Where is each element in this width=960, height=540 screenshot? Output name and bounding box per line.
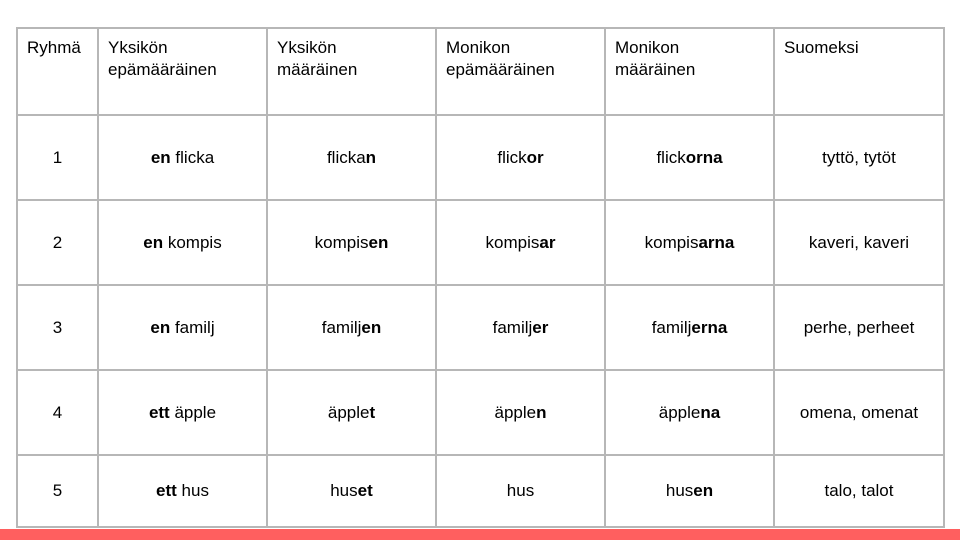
stem: flicka <box>326 147 366 167</box>
finnish-cell <box>774 200 944 285</box>
stem: äpple <box>494 402 537 422</box>
header-cell-singular-definite <box>267 28 436 115</box>
noun: familj <box>170 317 215 337</box>
ending: or <box>526 147 544 167</box>
group-number: 5 <box>52 481 63 500</box>
group-cell <box>17 115 98 200</box>
header-text: määräinen <box>615 60 696 79</box>
translation: omena, omenat <box>799 402 919 422</box>
header-cell-plural-definite <box>605 28 774 115</box>
header-row <box>17 28 944 115</box>
singular-indefinite-cell <box>98 200 267 285</box>
header-text: Ryhmä <box>27 38 81 57</box>
singular-definite-cell <box>267 115 436 200</box>
article: en <box>150 147 171 167</box>
group-cell <box>17 285 98 370</box>
plural-indefinite-cell <box>436 370 605 455</box>
stem: äpple <box>658 402 701 422</box>
article: ett <box>156 481 177 500</box>
header-cell-group <box>17 28 98 115</box>
article: en <box>143 232 164 252</box>
table-row <box>17 285 944 370</box>
accent-bar <box>0 529 960 540</box>
group-cell <box>17 455 98 527</box>
header-cell-finnish <box>774 28 944 115</box>
plural-definite-cell <box>605 285 774 370</box>
finnish-cell <box>774 370 944 455</box>
article: ett <box>148 402 170 422</box>
table-row <box>17 455 944 527</box>
table-row <box>17 115 944 200</box>
singular-definite-cell <box>267 285 436 370</box>
stem: familj <box>492 317 533 337</box>
header-cell-singular-indefinite <box>98 28 267 115</box>
stem: hus <box>330 481 358 500</box>
translation: tyttö, tytöt <box>822 147 896 167</box>
plural-definite-cell <box>605 370 774 455</box>
header-text: määräinen <box>277 60 358 79</box>
ending: en <box>368 232 389 252</box>
group-number: 3 <box>52 317 63 337</box>
ending: erna <box>691 317 728 337</box>
translation: talo, talot <box>824 481 894 500</box>
singular-indefinite-cell <box>98 455 267 527</box>
plural-indefinite-cell <box>436 115 605 200</box>
singular-indefinite-cell <box>98 285 267 370</box>
plural-indefinite-cell <box>436 285 605 370</box>
header-text: Monikon <box>615 38 680 57</box>
noun-declension-table <box>16 27 945 528</box>
ending: n <box>536 402 547 422</box>
finnish-cell <box>774 115 944 200</box>
header-text: Suomeksi <box>784 38 859 57</box>
header-text: Yksikön <box>108 38 168 57</box>
header-text: Monikon <box>446 38 511 57</box>
ending: na <box>700 402 721 422</box>
ending: t <box>369 402 376 422</box>
ending: orna <box>685 147 723 167</box>
noun: kompis <box>163 232 222 252</box>
header-text: epämääräinen <box>446 60 555 79</box>
stem: hus <box>665 481 694 500</box>
plural-indefinite-cell <box>436 200 605 285</box>
table-row <box>17 370 944 455</box>
singular-definite-cell <box>267 370 436 455</box>
singular-indefinite-cell <box>98 370 267 455</box>
plural-indefinite-cell <box>436 455 605 527</box>
plural-definite-cell <box>605 115 774 200</box>
stem: kompis <box>314 232 369 252</box>
table-row <box>17 200 944 285</box>
plural-definite-cell <box>605 200 774 285</box>
noun: hus <box>176 481 209 500</box>
finnish-cell <box>774 285 944 370</box>
stem: äpple <box>327 402 370 422</box>
singular-indefinite-cell <box>98 115 267 200</box>
ending: en <box>361 317 382 337</box>
translation: perhe, perheet <box>803 317 915 337</box>
header-text: epämääräinen <box>108 60 217 79</box>
plural-definite-cell <box>605 455 774 527</box>
stem: flick <box>656 147 686 167</box>
ending: et <box>357 481 373 500</box>
noun: äpple <box>169 402 217 422</box>
ending: er <box>532 317 549 337</box>
stem: kompis <box>644 232 699 252</box>
article: en <box>150 317 171 337</box>
group-cell <box>17 200 98 285</box>
ending: arna <box>698 232 735 252</box>
group-number: 1 <box>52 147 63 167</box>
ending: n <box>365 147 377 167</box>
ending: en <box>693 481 714 500</box>
stem: familj <box>321 317 362 337</box>
noun: flicka <box>170 147 215 167</box>
stem: hus <box>506 481 535 500</box>
group-cell <box>17 370 98 455</box>
finnish-cell <box>774 455 944 527</box>
header-text: Yksikön <box>277 38 337 57</box>
header-cell-plural-indefinite <box>436 28 605 115</box>
stem: flick <box>497 147 527 167</box>
translation: kaveri, kaveri <box>808 232 910 252</box>
group-number: 4 <box>52 402 63 422</box>
ending: ar <box>539 232 556 252</box>
singular-definite-cell <box>267 200 436 285</box>
singular-definite-cell <box>267 455 436 527</box>
group-number: 2 <box>52 232 63 252</box>
stem: familj <box>651 317 692 337</box>
stem: kompis <box>485 232 540 252</box>
